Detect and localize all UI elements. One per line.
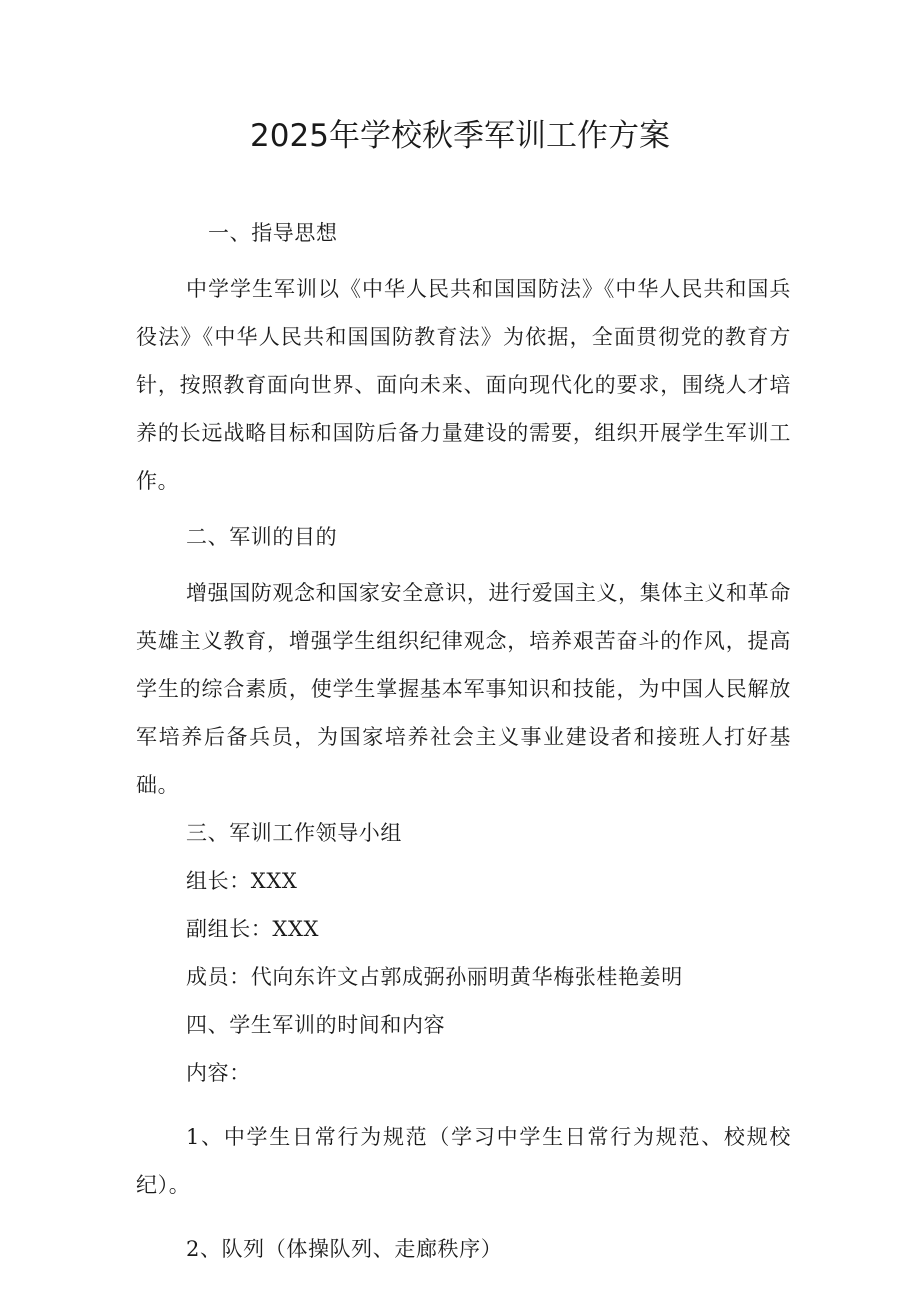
document-title: 2025年学校秋季军训工作方案 xyxy=(250,118,670,154)
section-heading-guiding-thought: 一、指导思想 xyxy=(208,221,338,245)
section-heading-purpose: 二、军训的目的 xyxy=(186,525,338,549)
section-heading-leadership: 三、军训工作领导小组 xyxy=(186,821,402,845)
document-body xyxy=(136,209,791,1273)
deputy-leader-line: 副组长：XXX xyxy=(186,917,320,941)
content-item-1: 1、中学生日常行为规范（学习中学生日常行为规范、校规校纪）。 xyxy=(136,1125,791,1197)
paragraph-guiding-thought: 中学学生军训以《中华人民共和国国防法》《中华人民共和国兵役法》《中华人民共和国国防教育法》为依据，全面贯彻党的教育方针，按照教育面向世界、面向未来、面向现代化的要求，围绕人才培养的长远战略目标和国防后备力量建设的需要，组织开展学生军训工作。 xyxy=(136,277,791,493)
content-label: 内容： xyxy=(186,1061,251,1085)
paragraph-purpose: 增强国防观念和国家安全意识，进行爱国主义，集体主义和革命英雄主义教育，增强学生组织纪律观念，培养艰苦奋斗的作风，提高学生的综合素质，使学生掌握基本军事知识和技能，为中国人民解放军培养后备兵员，为国家培养社会主义事业建设者和接班人打好基础。 xyxy=(136,581,791,797)
content-item-2: 2、队列（体操队列、走廊秩序） xyxy=(186,1237,503,1261)
section-heading-time-content: 四、学生军训的时间和内容 xyxy=(186,1013,446,1037)
leader-line: 组长：XXX xyxy=(186,869,298,893)
members-line: 成员：代向东许文占郭成弼孙丽明黄华梅张桂艳姜明 xyxy=(186,965,683,989)
